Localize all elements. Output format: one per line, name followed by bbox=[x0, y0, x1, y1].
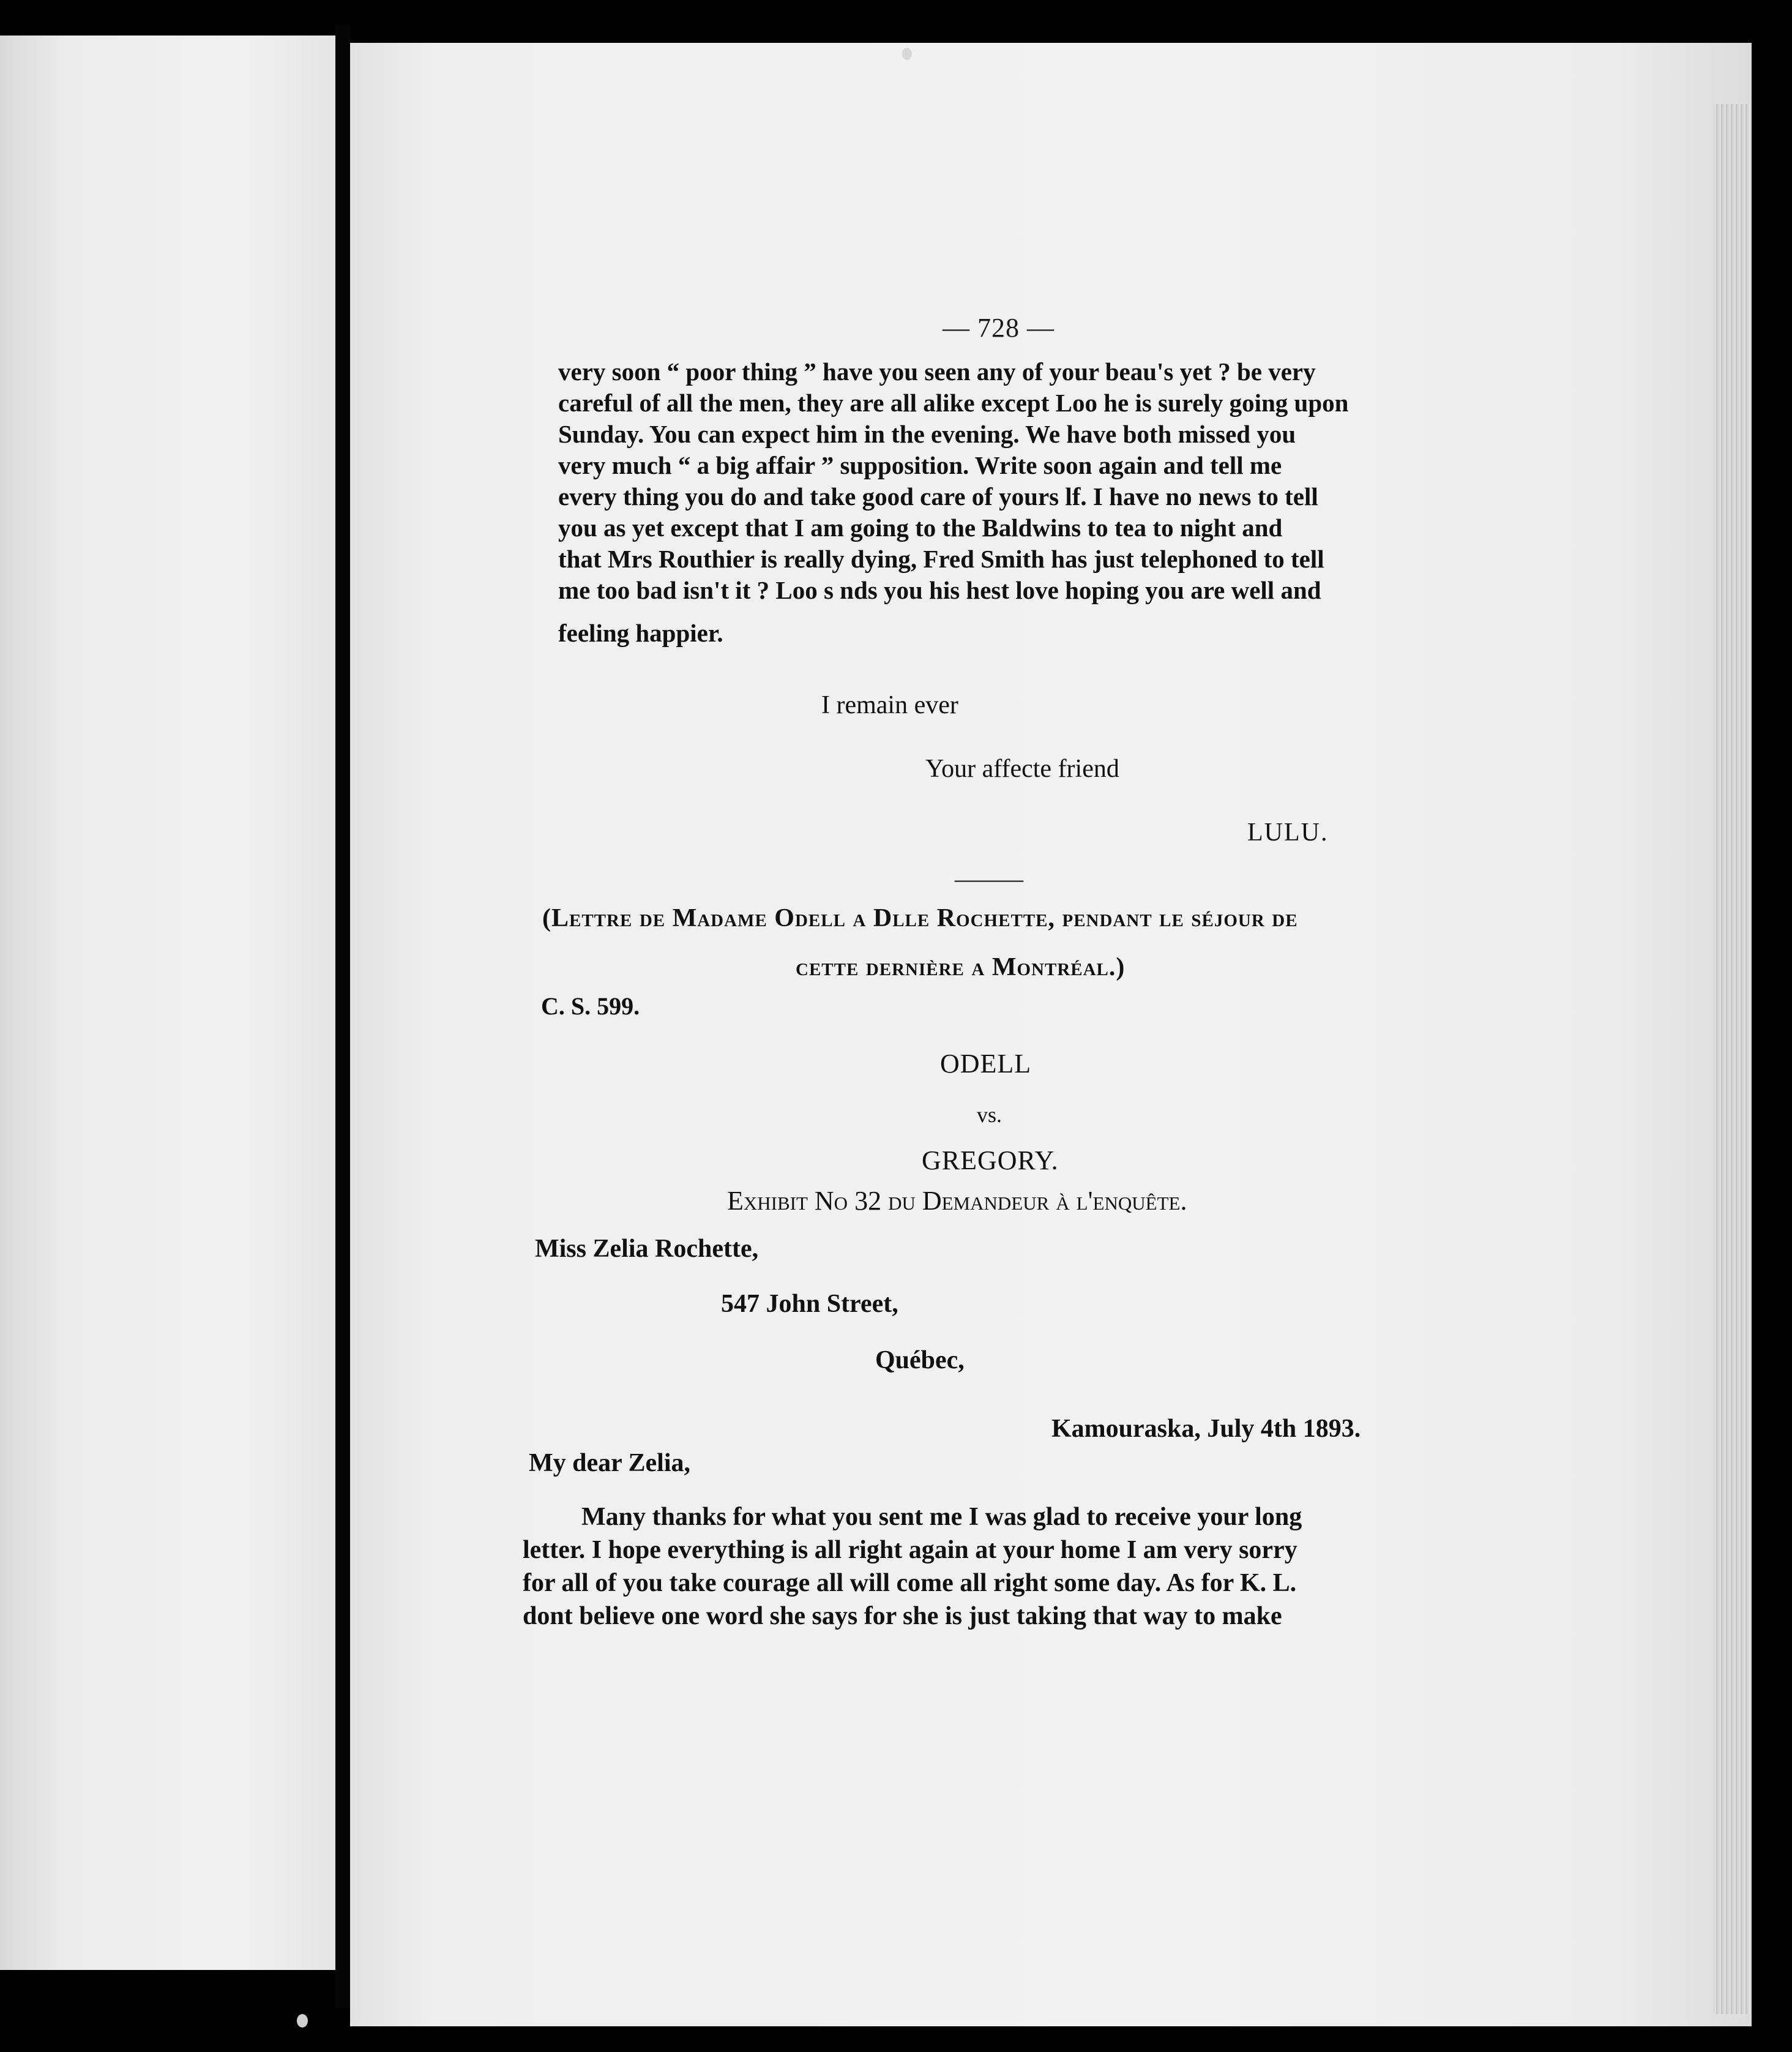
letter1-line: feeling happier. bbox=[558, 619, 723, 647]
section-separator: ——— bbox=[955, 865, 1021, 893]
addressee-name: Miss Zelia Rochette, bbox=[535, 1235, 759, 1263]
letter-heading-line1: (Lettre de Madame Odell a Dlle Rochette, pendant le séjour de bbox=[542, 904, 1298, 932]
book-spine bbox=[335, 24, 350, 2008]
letter2-line: for all of you take courage all will come all right some day. As for K. L. bbox=[523, 1569, 1297, 1597]
letter-heading-line2: cette dernière a Montréal.) bbox=[796, 953, 1126, 981]
letter2-line: Many thanks for what you sent me I was glad to receive your long bbox=[581, 1503, 1302, 1531]
letter1-line: careful of all the men, they are all alike except Loo he is surely going upon bbox=[558, 389, 1349, 417]
defendant-name: GREGORY. bbox=[922, 1145, 1059, 1175]
letter1-closing: I remain ever bbox=[821, 691, 958, 719]
page-number: — 728 — bbox=[943, 313, 1055, 343]
letter-salutation: My dear Zelia, bbox=[529, 1449, 691, 1477]
letter2-line: letter. I hope everything is all right again at your home I am very sorry bbox=[523, 1536, 1297, 1564]
exhibit-label: Exhibit No 32 du Demandeur à l'enquête. bbox=[727, 1186, 1187, 1216]
letter1-line: me too bad isn't it ? Loo s nds you his hest love hoping you are well and bbox=[558, 576, 1321, 604]
versus: vs. bbox=[977, 1103, 1002, 1127]
letter1-line: very much “ a big affair ” supposition. Write soon again and tell me bbox=[558, 451, 1282, 479]
letter1-line: every thing you do and take good care of yours lf. I have no news to tell bbox=[558, 482, 1318, 511]
page-edges bbox=[1714, 104, 1750, 2014]
addressee-street: 547 John Street, bbox=[721, 1290, 898, 1318]
case-number: C. S. 599. bbox=[541, 992, 640, 1020]
letter1-line: very soon “ poor thing ” have you seen any of your beau's yet ? be very bbox=[558, 358, 1316, 386]
left-facing-page bbox=[0, 36, 338, 1970]
letter1-line: that Mrs Routhier is really dying, Fred Smith has just telephoned to tell bbox=[558, 545, 1324, 573]
letter1-closing-friend: Your affecte friend bbox=[925, 755, 1119, 783]
scan-speck bbox=[902, 48, 912, 60]
letter-dateline: Kamouraska, July 4th 1893. bbox=[1051, 1415, 1361, 1443]
scan-speck bbox=[297, 2014, 308, 2028]
letter1-line: Sunday. You can expect him in the evening. We have both missed you bbox=[558, 420, 1296, 448]
letter1-line: you as yet except that I am going to the Baldwins to tea to night and bbox=[558, 514, 1283, 542]
letter1-signature: LULU. bbox=[1247, 818, 1329, 847]
plaintiff-name: ODELL bbox=[940, 1049, 1032, 1079]
addressee-city: Québec, bbox=[875, 1346, 965, 1374]
letter2-line: dont believe one word she says for she is just taking that way to make bbox=[523, 1602, 1282, 1630]
